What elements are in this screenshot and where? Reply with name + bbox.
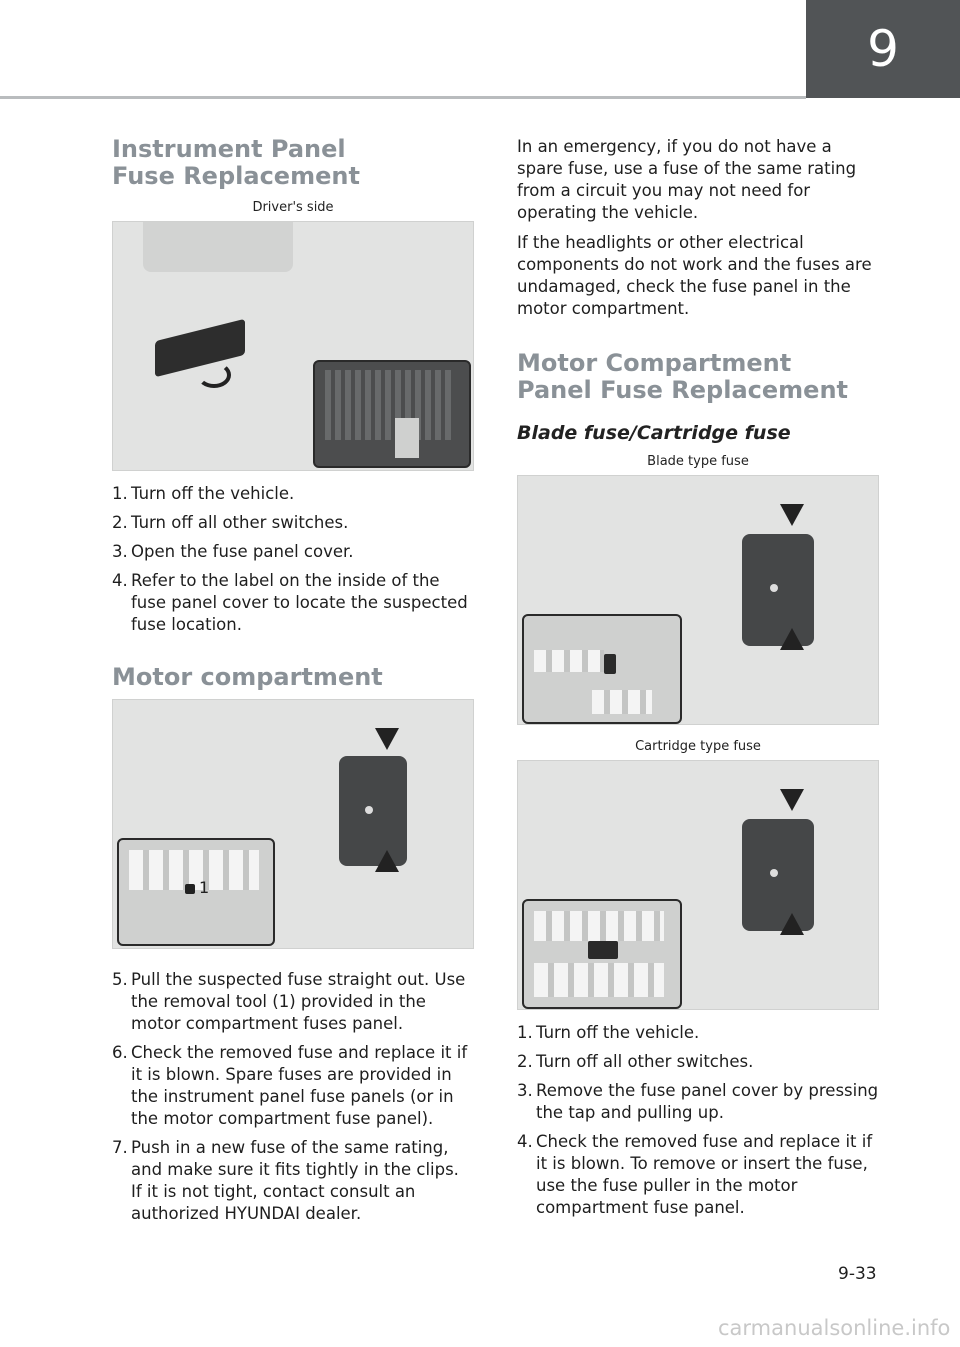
- cover-dot: [770, 869, 778, 877]
- left-column: [112, 136, 474, 1232]
- removal-tool-inset: [117, 838, 275, 946]
- press-arrow-icon: [375, 728, 399, 750]
- section-title-motor-panel: Motor Compartment Panel Fuse Replacement: [517, 349, 848, 404]
- fuse-rows: [534, 650, 604, 672]
- lift-arrow-icon: [780, 913, 804, 935]
- figure-caption-blade: Blade type fuse: [647, 454, 749, 469]
- right-steps-list: [517, 1022, 879, 1219]
- blade-fuse-shape: [604, 654, 616, 674]
- list-item: 4. Check the removed fuse and replace it if it is blown. To remove or insert the fuse, use the fuse puller in the motor compartment fuse panel.: [517, 1132, 873, 1217]
- figure-caption-cartridge: Cartridge type fuse: [635, 739, 761, 754]
- list-item: 5. Pull the suspected fuse straight out. Use the removal tool (1) provided in the motor compartment fuses panel.: [112, 970, 466, 1033]
- page-number: 9-33: [838, 1264, 877, 1284]
- press-arrow-icon: [780, 789, 804, 811]
- chapter-tab: [806, 0, 960, 98]
- subheading-blade-cartridge: Blade fuse/Cartridge fuse: [517, 422, 791, 444]
- figure-caption-drivers-side: Driver's side: [252, 200, 334, 215]
- paragraph-emergency: In an emergency, if you do not have a spare fuse, use a fuse of the same rating from a circuit you may not need for operating the vehicle.: [517, 137, 857, 222]
- fuse-rows-lower: [592, 690, 652, 714]
- right-column: [517, 136, 879, 1226]
- list-item: 3. Open the fuse panel cover.: [112, 542, 354, 561]
- section-title-instrument-panel: Instrument Panel Fuse Replacement: [112, 135, 360, 190]
- list-item: 2. Turn off all other switches.: [112, 513, 349, 532]
- list-item: 4. Refer to the label on the inside of the fuse panel cover to locate the suspected fuse location.: [112, 571, 468, 634]
- list-item: 2. Turn off all other switches.: [517, 1052, 754, 1071]
- fuse-rows-lower: [534, 963, 664, 997]
- fuse-panel-inset: [313, 360, 471, 468]
- header-rule: [0, 96, 806, 99]
- removal-tool-shape: [185, 884, 195, 894]
- section-title-motor-compartment: Motor compartment: [112, 663, 383, 691]
- list-item: 1. Turn off the vehicle.: [517, 1023, 700, 1042]
- callout-number: 1: [199, 878, 210, 897]
- fuse-rows: [534, 911, 664, 941]
- chapter-number: 9: [867, 20, 899, 78]
- instrument-panel-fuse-image: [112, 221, 474, 471]
- list-item: 6. Check the removed fuse and replace it if it is blown. Spare fuses are provided in the instrument panel fuse panels (or in the motor compartment fuse panel).: [112, 1043, 468, 1128]
- rotate-arrow-icon: [197, 362, 231, 388]
- press-arrow-icon: [780, 504, 804, 526]
- blade-fuse-inset: [522, 614, 682, 724]
- list-item: 7. Push in a new fuse of the same rating, and make sure it fits tightly in the clips. If it is not tight, contact consult an authorized HYUNDAI dealer.: [112, 1138, 459, 1223]
- left-steps-list-2: [112, 969, 474, 1225]
- connector-shape: [395, 418, 419, 458]
- left-steps-list: [112, 483, 474, 636]
- lift-arrow-icon: [375, 850, 399, 872]
- motor-compartment-image: [112, 699, 474, 949]
- blade-fuse-image: [517, 475, 879, 725]
- dashboard-shape: [143, 221, 293, 272]
- lift-arrow-icon: [780, 628, 804, 650]
- list-item: 1. Turn off the vehicle.: [112, 484, 295, 503]
- list-item: 3. Remove the fuse panel cover by pressing the tap and pulling up.: [517, 1081, 879, 1122]
- cover-dot: [770, 584, 778, 592]
- fuse-grid: [325, 370, 455, 440]
- cover-dot: [365, 806, 373, 814]
- cartridge-fuse-shape: [588, 941, 618, 959]
- paragraph-headlights: If the headlights or other electrical components do not work and the fuses are undamaged, check the fuse panel in the motor compartment.: [517, 233, 872, 318]
- cartridge-fuse-image: [517, 760, 879, 1010]
- watermark: carmanualsonline.info: [718, 1316, 951, 1340]
- cartridge-fuse-inset: [522, 899, 682, 1009]
